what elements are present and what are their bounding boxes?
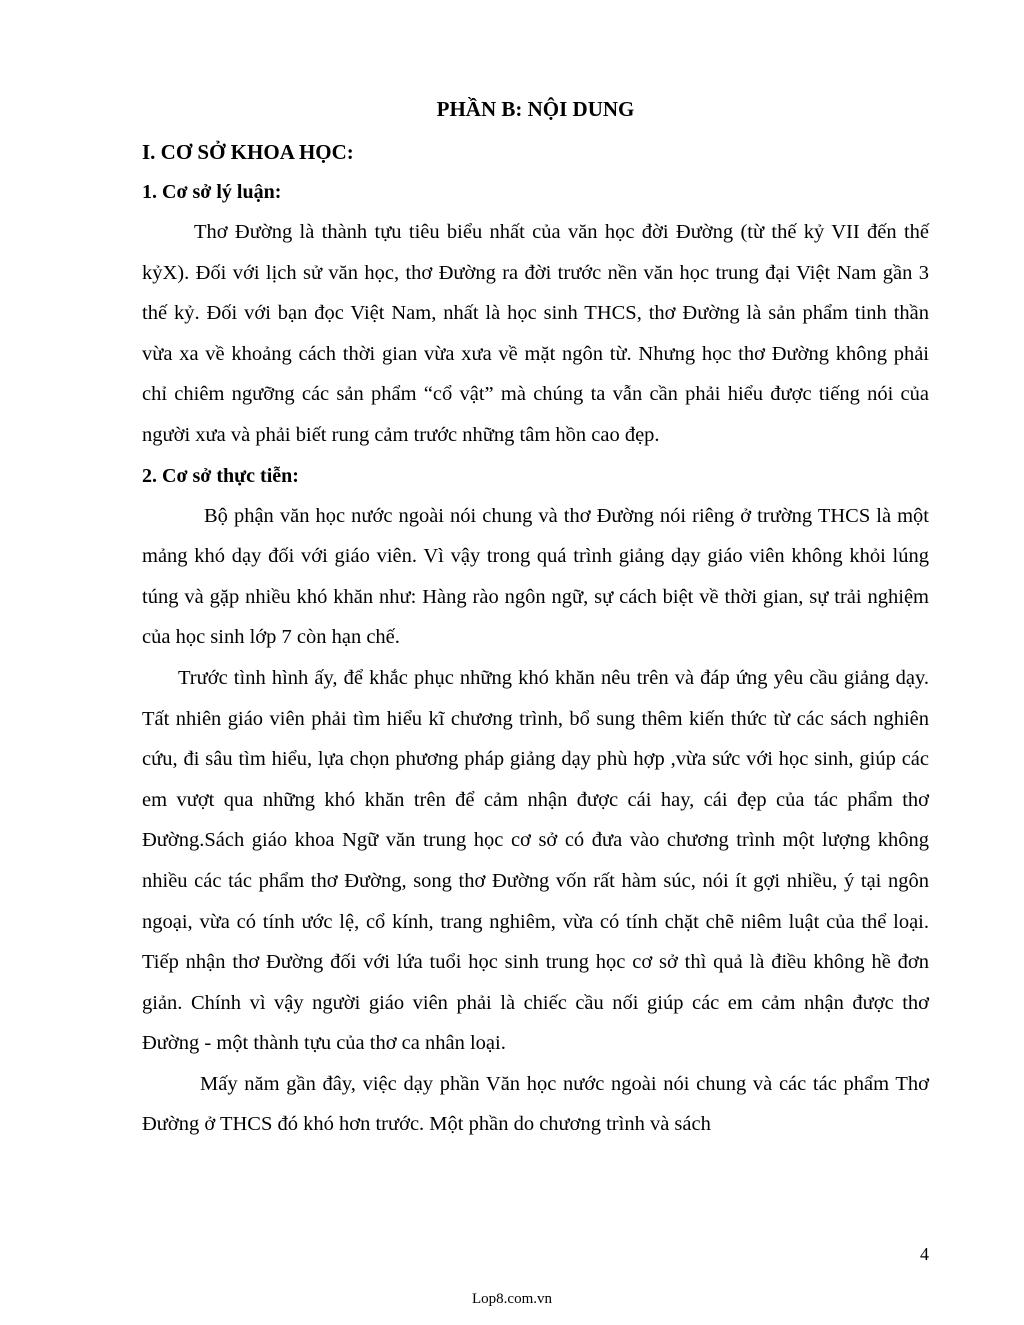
paragraph-practice-3: Mấy năm gần đây, việc dạy phần Văn học nước ngoài nói chung và các tác phẩm Thơ Đường ở THCS đó khó hơn trước. Một phần do chương trình và sách	[142, 1072, 929, 1136]
document-title: PHẦN B: NỘI DUNG	[436, 97, 635, 121]
page-number: 4	[920, 1244, 929, 1264]
document-body	[142, 92, 929, 1145]
section-heading: I. CƠ SỞ KHOA HỌC:	[142, 140, 354, 164]
subsection-heading-theory: 1. Cơ sở lý luận:	[142, 181, 282, 203]
subsection-heading-practice: 2. Cơ sở thực tiễn:	[142, 464, 299, 487]
paragraph-practice-2: Trước tình hình ấy, để khắc phục những khó khăn nêu trên và đáp ứng yêu cầu giảng dạy. Tất nhiên giáo viên phải tìm hiểu kĩ chương trình, bổ sung thêm kiến thức từ các sách nghiên cứu, đi sâu tìm hiểu, lựa chọn phương pháp giảng dạy phù hợp ,vừa sức với học sinh, giúp các em vượt qua những khó khăn trên để cảm nhận được cái hay, cái đẹp của tác phẩm thơ Đường.Sách giáo khoa Ngữ văn trung học cơ sở có đưa vào chương trình một lượng không nhiều các tác phẩm thơ Đường, song thơ Đường vốn rất hàm súc, nói ít gợi nhiều, ý tại ngôn ngoại, vừa có tính ước lệ, cổ kính, trang nghiêm, vừa có tính chặt chẽ niêm luật của thể loại. Tiếp nhận thơ Đường đối với lứa tuổi học sinh trung học cơ sở thì quả là điều không hề đơn giản. Chính vì vậy người giáo viên phải là chiếc cầu nối giúp các em cảm nhận được thơ Đường - một thành tựu của thơ ca nhân loại.	[142, 666, 929, 1055]
paragraph-practice-1: Bộ phận văn học nước ngoài nói chung và thơ Đường nói riêng ở trường THCS là một mảng khó dạy đối với giáo viên. Vì vậy trong quá trình giảng dạy giáo viên không khỏi lúng túng và gặp nhiều khó khăn như: Hàng rào ngôn ngữ, sự cách biệt về thời gian, sự trải nghiệm của học sinh lớp 7 còn hạn chế.	[142, 504, 929, 649]
paragraph-theory: Thơ Đường là thành tựu tiêu biểu nhất của văn học đời Đường (từ thế kỷ VII đến thế kỷX). Đối với lịch sử văn học, thơ Đường ra đời trước nền văn học trung đại Việt Nam gần 3 thế kỷ. Đối với bạn đọc Việt Nam, nhất là học sinh THCS, thơ Đường là sản phẩm tinh thần vừa xa về khoảng cách thời gian vừa xưa về mặt ngôn từ. Nhưng học thơ Đường không phải chỉ chiêm ngưỡng các sản phẩm “cổ vật” mà chúng ta vẫn cần phải hiểu được tiếng nói của người xưa và phải biết rung cảm trước những tâm hồn cao đẹp.	[142, 221, 929, 446]
footer-text: Lop8.com.vn	[472, 1291, 552, 1307]
